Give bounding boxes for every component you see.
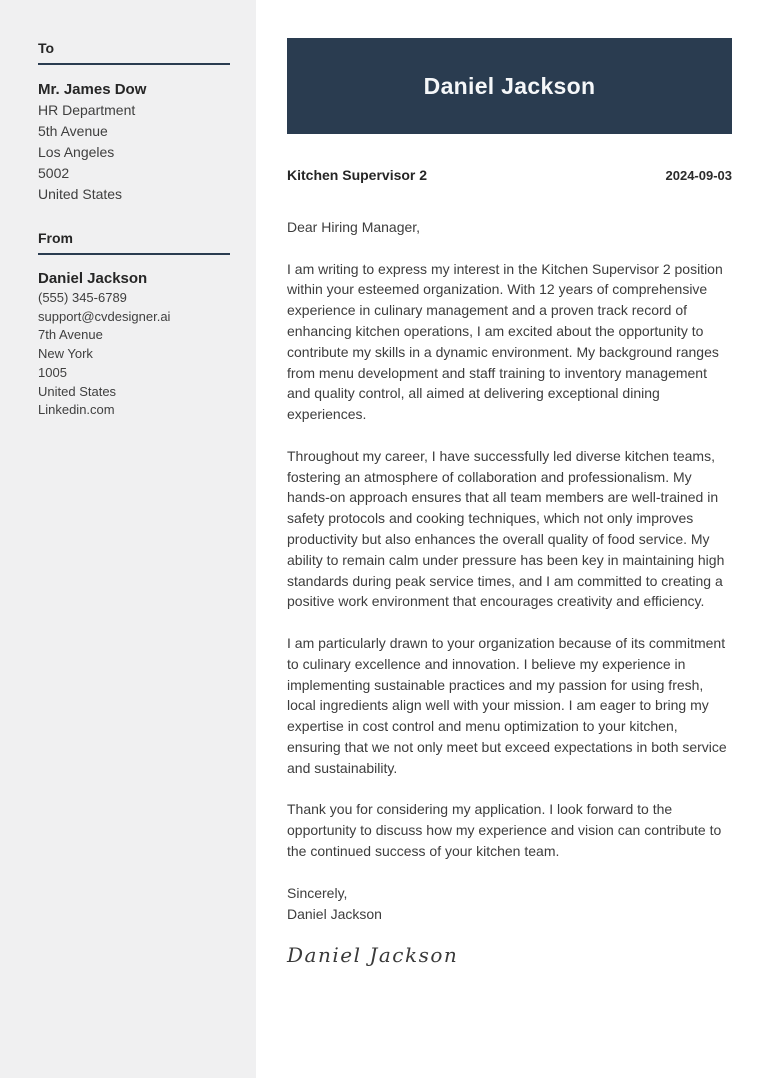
recipient-postcode: 5002 bbox=[38, 165, 70, 181]
paragraph-motivation: I am particularly drawn to your organization because of its commitment to culinary excellence and innovation. I believe my experience in implementing sustainable practices and my passion for using fresh, local ingredients align well with your mission. I am eager to bring my expertise in cost control and menu optimization to your kitchen, ensuring that we not only meet but exceed expectations in both service and sustainability. bbox=[287, 634, 727, 776]
paragraph-thanks: Thank you for considering my application. I look forward to the opportunity to discuss how my experience and vision can contribute to the continued success of your kitchen team. bbox=[287, 801, 722, 859]
letter-body bbox=[287, 217, 732, 967]
job-title: Kitchen Supervisor 2 bbox=[287, 167, 428, 183]
closing-name: Daniel Jackson bbox=[287, 906, 382, 922]
letter-date: 2024-09-03 bbox=[665, 168, 732, 183]
sender-linkedin: Linkedin.com bbox=[38, 402, 115, 418]
paragraph-intro: I am writing to express my interest in the Kitchen Supervisor 2 position within your esteemed organization. With 12 years of comprehensive experience in culinary management and a proven track record of enhancing kitchen operations, I am excited about the opportunity to contribute my skills in a dynamic environment. My background ranges from menu development and staff training to inventory management and quality control, all aimed at delivering exceptional dining experiences. bbox=[287, 260, 723, 423]
name-banner bbox=[287, 38, 732, 134]
to-divider bbox=[38, 63, 230, 65]
recipient-street: 5th Avenue bbox=[38, 123, 108, 139]
closing: Sincerely, bbox=[287, 884, 348, 901]
to-heading: To bbox=[38, 40, 55, 56]
sender-postcode: 1005 bbox=[38, 364, 67, 380]
from-heading: From bbox=[38, 230, 73, 246]
sender-country: United States bbox=[38, 383, 117, 399]
recipient-name: Mr. James Dow bbox=[38, 81, 147, 98]
letter-main bbox=[256, 0, 768, 1078]
sender-city: New York bbox=[38, 346, 93, 362]
recipient-section bbox=[38, 40, 230, 205]
recipient-country: United States bbox=[38, 186, 123, 202]
meta-row bbox=[287, 167, 732, 183]
candidate-name: Daniel Jackson bbox=[423, 72, 596, 99]
recipient-city: Los Angeles bbox=[38, 144, 115, 160]
from-divider bbox=[38, 253, 230, 255]
sender-section bbox=[38, 230, 230, 420]
sender-email: support@cvdesigner.ai bbox=[38, 308, 171, 324]
sidebar bbox=[0, 0, 256, 1078]
salutation: Dear Hiring Manager, bbox=[287, 219, 421, 235]
sender-phone: (555) 345-6789 bbox=[38, 290, 127, 305]
recipient-department: HR Department bbox=[38, 102, 136, 118]
sender-street: 7th Avenue bbox=[38, 327, 103, 343]
sender-name: Daniel Jackson bbox=[38, 270, 148, 287]
signature: Daniel Jackson bbox=[287, 942, 459, 967]
paragraph-experience: Throughout my career, I have successfully led diverse kitchen teams, fostering an atmosphere of collaboration and professionalism. My hands-on approach ensures that all team members are well-trained in safety protocols and cooking techniques, which not only improves productivity but also enhances the overall quality of food service. My ability to remain calm under pressure has been key in maintaining high standards during peak service times, and I am committed to creating a positive work environment that encourages creativity and efficiency. bbox=[287, 447, 725, 610]
